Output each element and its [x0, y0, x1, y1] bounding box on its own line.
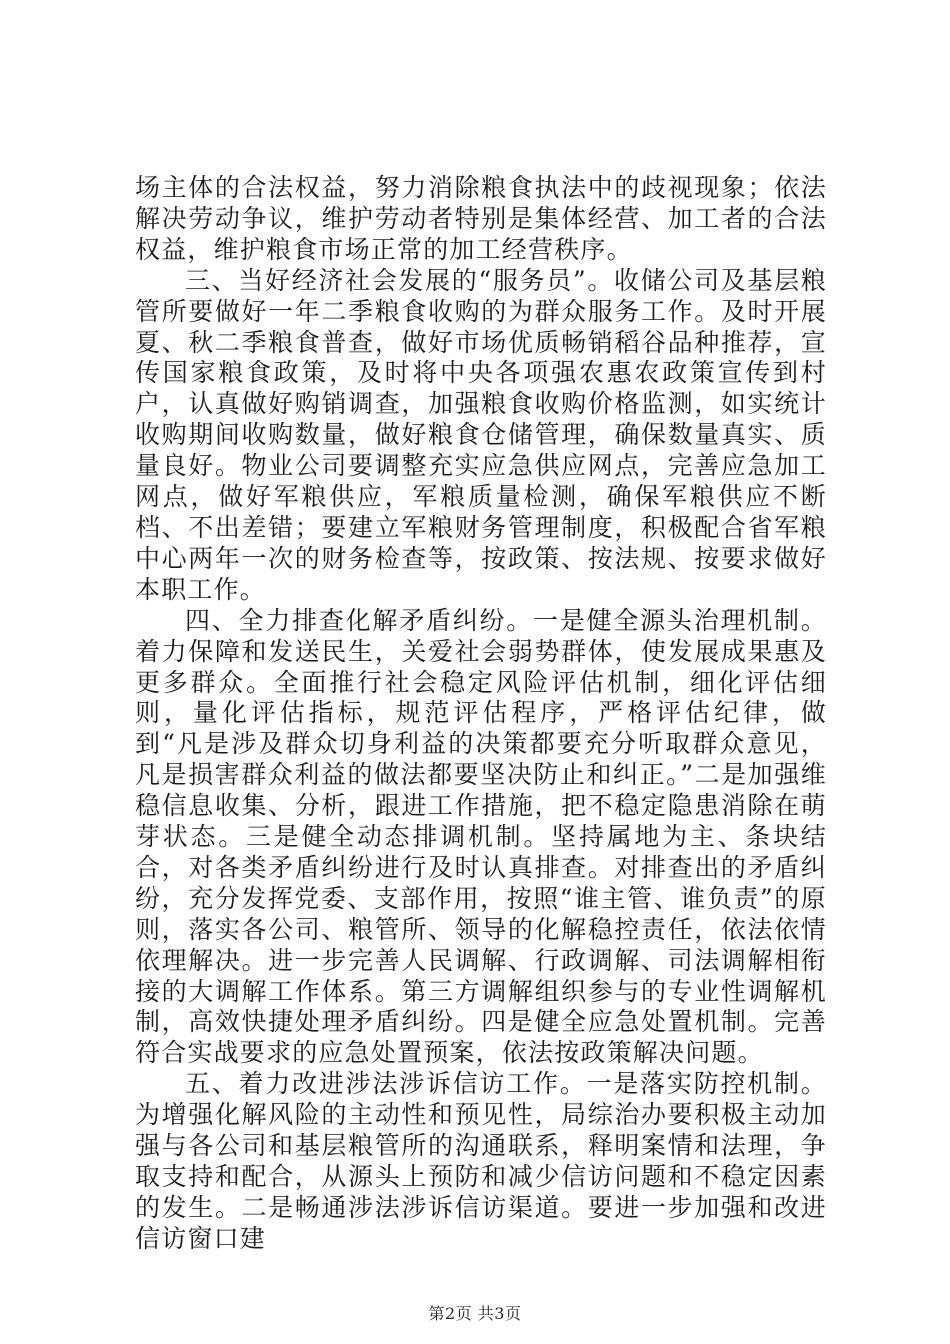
document-body — [135, 173, 827, 1255]
paragraph-section-4: 四、全力排查化解矛盾纠纷。一是健全源头治理机制。着力保障和发送民生，关爱社会弱势群体，使发展成果惠及更多群众。全面推行社会稳定风险评估机制，细化评估细则，量化评估指标，规范评估程序，严格评估纪律，做到“凡是涉及群众切身利益的决策都要充分听取群众意见，凡是损害群众利益的做法都要坚决防止和纠正。”二是加强维稳信息收集、分析，跟进工作措施，把不稳定隐患消除在萌芽状态。三是健全动态排调机制。坚持属地为主、条块结合，对各类矛盾纠纷进行及时认真排查。对排查出的矛盾纠纷，充分发挥党委、支部作用，按照“谁主管、谁负责”的原则，落实各公司、粮管所、领导的化解稳控责任，依法依情依理解决。进一步完善人民调解、行政调解、司法调解相衔接的大调解工作体系。第三方调解组织参与的专业性调解机制，高效快捷处理矛盾纠纷。四是健全应急处置机制。完善符合实战要求的应急处置预案，依法按政策解决问题。 — [135, 605, 827, 1068]
page-number-footer: 第2页 共3页 — [428, 1304, 522, 1323]
paragraph-continuation: 场主体的合法权益，努力消除粮食执法中的歧视现象；依法解决劳动争议，维护劳动者特别是集体经营、加工者的合法权益，维护粮食市场正常的加工经营秩序。 — [135, 173, 827, 264]
paragraph-section-3: 三、当好经济社会发展的“服务员”。收储公司及基层粮管所要做好一年二季粮食收购的为群众服务工作。及时开展夏、秋二季粮食普查，做好市场优质畅销稻谷品种推荐，宣传国家粮食政策，及时将中央各项强农惠农政策宣传到村户，认真做好购销调查，加强粮食收购价格监测，如实统计收购期间收购数量，做好粮食仓储管理，确保数量真实、质量良好。物业公司要调整充实应急供应网点，完善应急加工网点，做好军粮供应，军粮质量检测，确保军粮供应不断档、不出差错；要建立军粮财务管理制度，积极配合省军粮中心两年一次的财务检查等，按政策、按法规、按要求做好本职工作。 — [135, 265, 827, 604]
paragraph-section-5: 五、着力改进涉法涉诉信访工作。一是落实防控机制。为增强化解风险的主动性和预见性，局综治办要积极主动加强与各公司和基层粮管所的沟通联系，释明案情和法理，争取支持和配合，从源头上预防和减少信访问题和不稳定因素的发生。二是畅通涉法涉诉信访渠道。要进一步加强和改进信访窗口建 — [135, 1069, 827, 1253]
